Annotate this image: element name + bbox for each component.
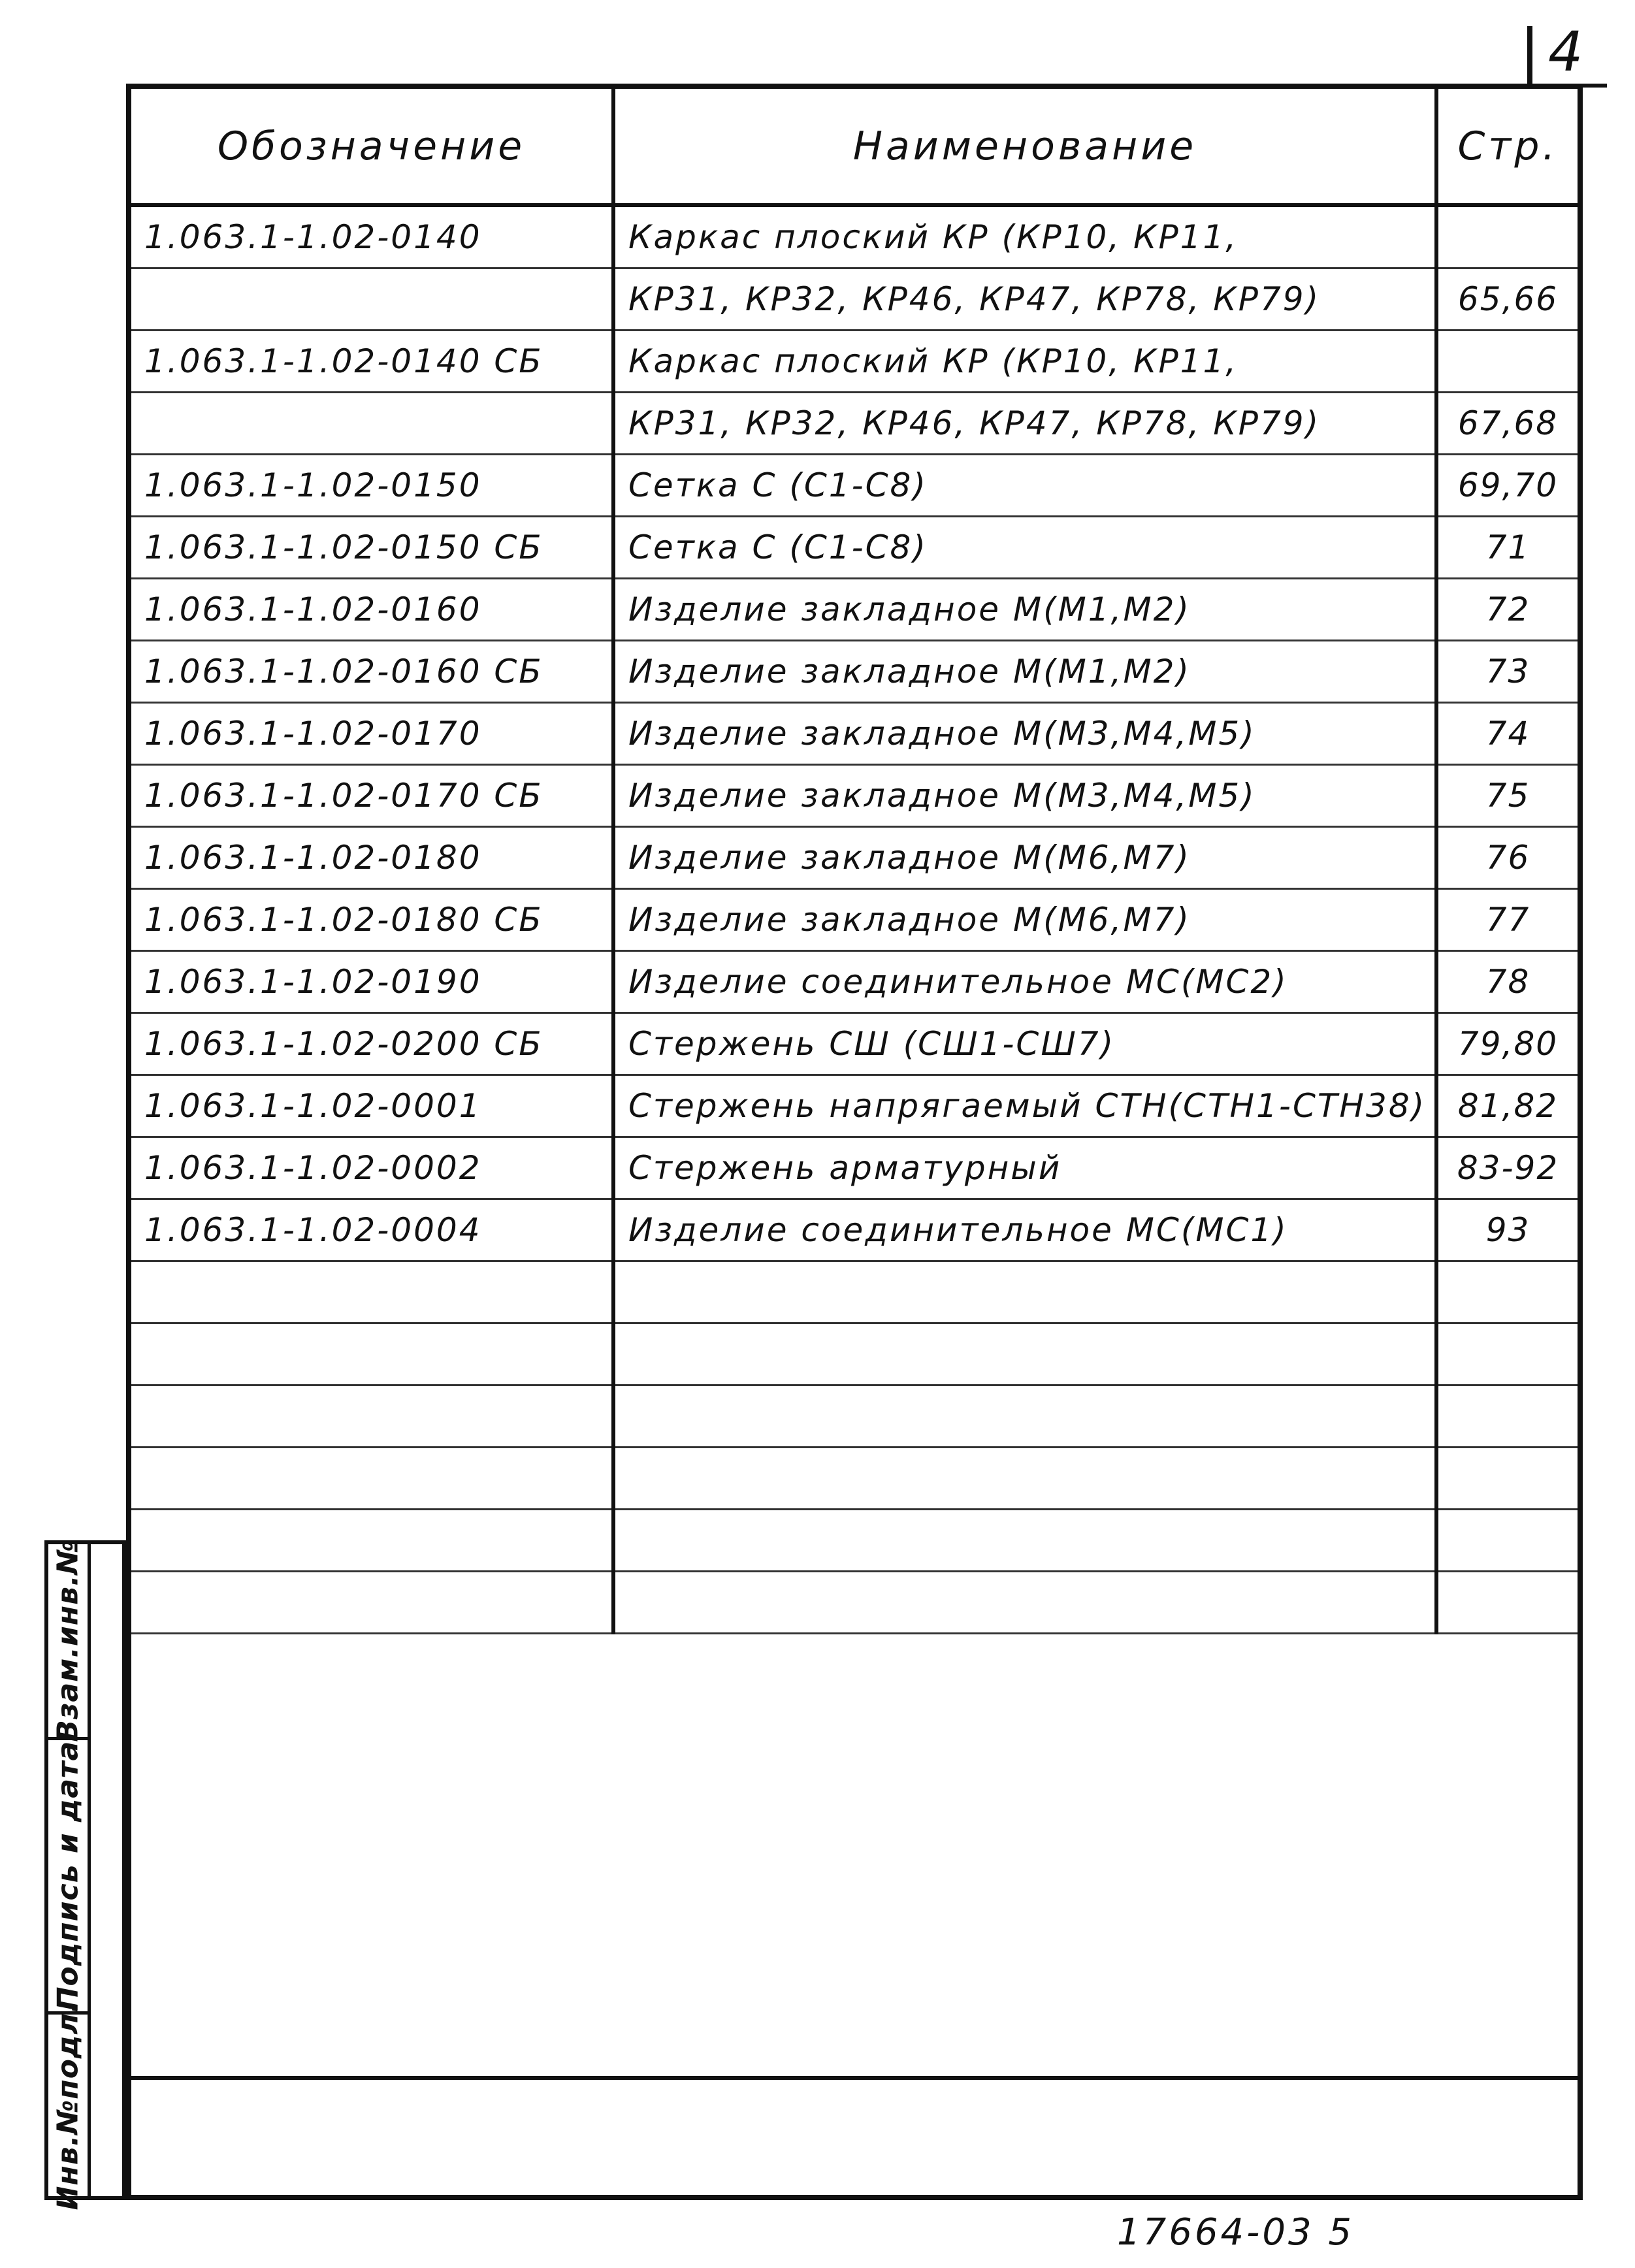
side-label-original-inv: Инв.№подл. (51, 2001, 85, 2210)
cell-page: 93 (1436, 1199, 1578, 1261)
side-stamp-divider (88, 1544, 91, 2196)
cell-name (613, 1572, 1436, 1634)
side-cell-signature-date (48, 1740, 88, 2015)
cell-designation: 1.063.1-1.02-0190 (131, 951, 613, 1013)
cell-page: 73 (1436, 641, 1578, 703)
cell-page (1436, 1385, 1578, 1448)
table-row-empty (131, 1448, 1578, 1510)
cell-name: Стержень СШ (СШ1-СШ7) (613, 1013, 1436, 1075)
cell-name: Каркас плоский КР (КР10, КР11, (613, 205, 1436, 268)
table-row (131, 331, 1578, 393)
cell-designation: 1.063.1-1.02-0160 СБ (131, 641, 613, 703)
cell-designation: 1.063.1-1.02-0140 СБ (131, 331, 613, 393)
cell-designation (131, 1510, 613, 1572)
cell-page: 79,80 (1436, 1013, 1578, 1075)
cell-page: 81,82 (1436, 1075, 1578, 1137)
cell-designation: 1.063.1-1.02-0200 СБ (131, 1013, 613, 1075)
cell-designation: 1.063.1-1.02-0170 (131, 703, 613, 765)
cell-designation (131, 1448, 613, 1510)
cell-page: 78 (1436, 951, 1578, 1013)
cell-name: Стержень напрягаемый СТН(СТН1-СТН38) (613, 1075, 1436, 1137)
cell-name: Изделие соединительное МС(МС1) (613, 1199, 1436, 1261)
table-row-empty (131, 1510, 1578, 1572)
cell-page (1436, 1323, 1578, 1385)
cell-designation: 1.063.1-1.02-0150 СБ (131, 517, 613, 579)
table-row (131, 579, 1578, 641)
cell-designation: 1.063.1-1.02-0170 СБ (131, 765, 613, 827)
table-row-empty (131, 1261, 1578, 1323)
cell-name: КР31, КР32, КР46, КР47, КР78, КР79) (613, 268, 1436, 331)
cell-name (613, 1323, 1436, 1385)
cell-page: 74 (1436, 703, 1578, 765)
cell-page: 72 (1436, 579, 1578, 641)
cell-designation (131, 268, 613, 331)
cell-name: КР31, КР32, КР46, КР47, КР78, КР79) (613, 393, 1436, 455)
table-row (131, 889, 1578, 951)
cell-designation: 1.063.1-1.02-0002 (131, 1137, 613, 1199)
cell-name: Изделие закладное М(М6,М7) (613, 827, 1436, 889)
header-designation: Обозначение (131, 89, 613, 205)
cell-name: Сетка С (С1-С8) (613, 455, 1436, 517)
table-row-empty (131, 1572, 1578, 1634)
sheet-number: 4 (1548, 20, 1583, 84)
table-row (131, 951, 1578, 1013)
frame-top-extension (1568, 84, 1607, 88)
footer-code: 17664-03 5 (1117, 2211, 1355, 2254)
table-row-empty (131, 1323, 1578, 1385)
cell-designation: 1.063.1-1.02-0004 (131, 1199, 613, 1261)
cell-page (1436, 331, 1578, 393)
cell-designation: 1.063.1-1.02-0160 (131, 579, 613, 641)
contents-table (131, 89, 1578, 1634)
cell-page (1436, 205, 1578, 268)
side-stamp (44, 1539, 126, 2210)
cell-name: Сетка С (С1-С8) (613, 517, 1436, 579)
cell-designation (131, 1572, 613, 1634)
cell-designation: 1.063.1-1.02-0150 (131, 455, 613, 517)
cell-name: Изделие закладное М(М3,М4,М5) (613, 765, 1436, 827)
cell-name: Изделие закладное М(М1,М2) (613, 641, 1436, 703)
cell-page: 69,70 (1436, 455, 1578, 517)
table-row (131, 205, 1578, 268)
cell-designation: 1.063.1-1.02-0180 (131, 827, 613, 889)
cell-page (1436, 1572, 1578, 1634)
cell-designation (131, 393, 613, 455)
cell-name: Стержень арматурный (613, 1137, 1436, 1199)
cell-name (613, 1385, 1436, 1448)
cell-designation (131, 1385, 613, 1448)
cell-name (613, 1510, 1436, 1572)
cell-name: Изделие закладное М(М6,М7) (613, 889, 1436, 951)
table-row (131, 703, 1578, 765)
table-row (131, 268, 1578, 331)
cell-page: 76 (1436, 827, 1578, 889)
table-row (131, 827, 1578, 889)
cell-page: 67,68 (1436, 393, 1578, 455)
cell-page: 71 (1436, 517, 1578, 579)
table-row (131, 517, 1578, 579)
table-row (131, 455, 1578, 517)
sheet-number-divider (1527, 26, 1532, 89)
cell-name: Изделие закладное М(М1,М2) (613, 579, 1436, 641)
cell-page (1436, 1448, 1578, 1510)
cell-name: Изделие закладное М(М3,М4,М5) (613, 703, 1436, 765)
table-row-empty (131, 1385, 1578, 1448)
side-cell-replaced-inv (48, 1539, 88, 1742)
cell-page (1436, 1261, 1578, 1323)
table-header-row (131, 89, 1578, 205)
header-page: Стр. (1436, 89, 1578, 205)
cell-page: 77 (1436, 889, 1578, 951)
cell-page (1436, 1510, 1578, 1572)
cell-page: 83-92 (1436, 1137, 1578, 1199)
table-row (131, 1075, 1578, 1137)
bottom-empty-box (131, 2076, 1578, 2195)
side-label-replaced-inv: Взам.инв.№ (51, 1539, 85, 1742)
table-row (131, 765, 1578, 827)
cell-designation (131, 1323, 613, 1385)
table-row (131, 641, 1578, 703)
cell-name: Изделие соединительное МС(МС2) (613, 951, 1436, 1013)
cell-designation: 1.063.1-1.02-0180 СБ (131, 889, 613, 951)
side-cell-original-inv (48, 2001, 88, 2210)
table-row (131, 1137, 1578, 1199)
table-row (131, 1013, 1578, 1075)
table-row (131, 1199, 1578, 1261)
cell-designation (131, 1261, 613, 1323)
cell-name: Каркас плоский КР (КР10, КР11, (613, 331, 1436, 393)
cell-name (613, 1261, 1436, 1323)
table-body (131, 205, 1578, 1634)
cell-page: 65,66 (1436, 268, 1578, 331)
header-name: Наименование (613, 89, 1436, 205)
side-label-signature-date: Подпись и дата (51, 1740, 85, 2011)
cell-name (613, 1448, 1436, 1510)
cell-designation: 1.063.1-1.02-0001 (131, 1075, 613, 1137)
cell-designation: 1.063.1-1.02-0140 (131, 205, 613, 268)
cell-page: 75 (1436, 765, 1578, 827)
table-row (131, 393, 1578, 455)
